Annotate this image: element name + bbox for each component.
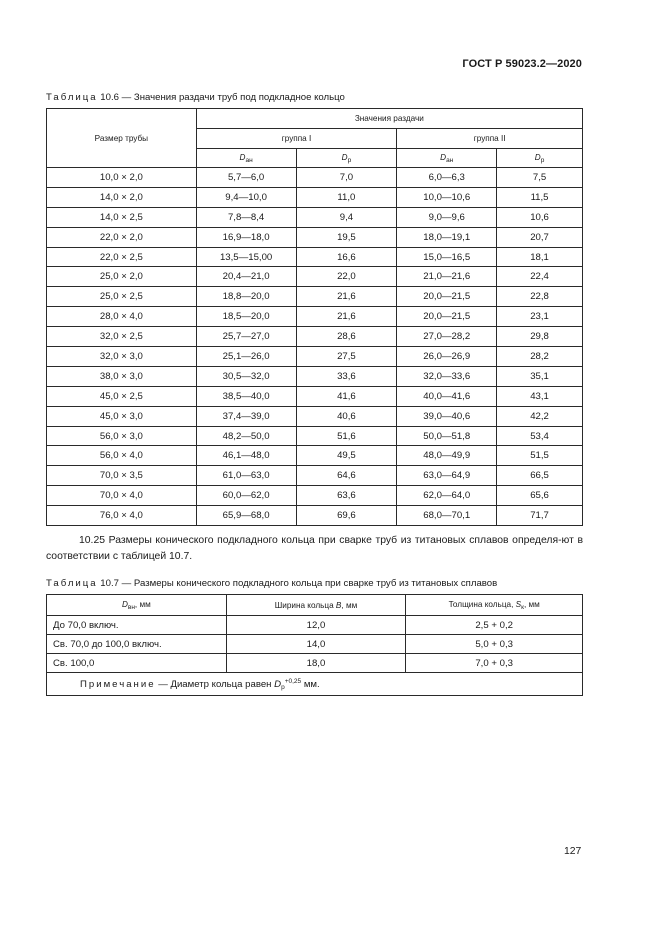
header-group-2: группа II	[397, 129, 583, 149]
table-cell: 70,0 × 3,5	[47, 466, 197, 486]
table-cell: 63,0—64,9	[397, 466, 497, 486]
symbol-d: D	[534, 152, 541, 162]
table1-caption-text: 10.6 — Значения раздачи труб под подкладное кольцо	[100, 92, 345, 103]
table-cell: 18,0—19,1	[397, 227, 497, 247]
table-row	[47, 426, 583, 446]
table-cell: 5,7—6,0	[196, 168, 296, 188]
table-cell: 68,0—70,1	[397, 506, 497, 526]
table-row	[47, 187, 583, 207]
table-cell: 11,5	[497, 187, 583, 207]
table-cell: 5,0 + 0,3	[406, 635, 583, 654]
table-cell: 7,0	[296, 168, 397, 188]
paragraph-10-25: 10.25 Размеры конического подкладного кольца при сварке труб из титановых сплавов определя-ют в соответствии с таблицей 10.7.	[46, 535, 583, 562]
table-cell: Св. 70,0 до 100,0 включ.	[47, 635, 227, 654]
table-row	[47, 267, 583, 287]
header-g2-dp	[497, 149, 583, 168]
table-cell: 9,4—10,0	[196, 187, 296, 207]
table2-caption-text: 10.7 — Размеры конического подкладного кольца при сварке труб из титановых сплавов	[100, 578, 498, 589]
table-row	[47, 486, 583, 506]
table-cell: 43,1	[497, 386, 583, 406]
table-cell: 11,0	[296, 187, 397, 207]
table-cell: 27,0—28,2	[397, 327, 497, 347]
table-row	[47, 366, 583, 386]
unit-mm: , мм	[523, 599, 540, 609]
table-cell: 18,0	[226, 654, 406, 673]
table-cell: 48,0—49,9	[397, 446, 497, 466]
table-cell: 70,0 × 4,0	[47, 486, 197, 506]
table-cell: 10,0 × 2,0	[47, 168, 197, 188]
table-cell: 20,0—21,5	[397, 287, 497, 307]
table-cell: 20,7	[497, 227, 583, 247]
table-row	[47, 386, 583, 406]
table-row	[47, 287, 583, 307]
table-cell: 28,6	[296, 327, 397, 347]
table-cell: 19,5	[296, 227, 397, 247]
table-cell: 76,0 × 4,0	[47, 506, 197, 526]
table-cell: 20,0—21,5	[397, 307, 497, 327]
table-cell: 9,0—9,6	[397, 207, 497, 227]
table-cell: 49,5	[296, 446, 397, 466]
unit-mm: , мм	[134, 599, 151, 609]
table-cell: 38,5—40,0	[196, 386, 296, 406]
table-cell: 62,0—64,0	[397, 486, 497, 506]
table-cell: 18,1	[497, 247, 583, 267]
table-cell: 56,0 × 4,0	[47, 446, 197, 466]
table-cell: До 70,0 включ.	[47, 616, 227, 635]
table-cell: 33,6	[296, 366, 397, 386]
table2-caption	[46, 578, 497, 589]
table-cell: 25,0 × 2,5	[47, 287, 197, 307]
table-cell: 10,0—10,6	[397, 187, 497, 207]
table-cell: 22,0 × 2,5	[47, 247, 197, 267]
table-row	[47, 616, 583, 635]
table-cell: 21,6	[296, 307, 397, 327]
table-10-6	[46, 108, 583, 526]
table-cell: 35,1	[497, 366, 583, 386]
table-row	[47, 446, 583, 466]
header-group-1: группа I	[196, 129, 397, 149]
subscript-an: ан	[446, 156, 454, 164]
table-cell: 53,4	[497, 426, 583, 446]
header-g1-dan	[196, 149, 296, 168]
table-cell: 37,4—39,0	[196, 406, 296, 426]
table-10-7	[46, 594, 583, 696]
note-end: мм.	[301, 678, 320, 690]
table-cell: 65,9—68,0	[196, 506, 296, 526]
table-cell: 61,0—63,0	[196, 466, 296, 486]
table-row	[47, 406, 583, 426]
table-cell: 6,0—6,3	[397, 168, 497, 188]
table-row	[47, 635, 583, 654]
table-cell: 40,0—41,6	[397, 386, 497, 406]
table-cell: 65,6	[497, 486, 583, 506]
thickness-label: Толщина кольца,	[448, 599, 516, 609]
table-cell: 64,6	[296, 466, 397, 486]
table-cell: 45,0 × 3,0	[47, 406, 197, 426]
subscript-p: р	[281, 683, 285, 691]
table-cell: 25,7—27,0	[196, 327, 296, 347]
table-cell: 71,7	[497, 506, 583, 526]
table-cell: 21,6	[296, 287, 397, 307]
header-g1-dp	[296, 149, 397, 168]
table2-body	[47, 616, 583, 673]
table1-caption-word: Таблица	[46, 92, 98, 103]
table-cell: 28,0 × 4,0	[47, 307, 197, 327]
standard-header: ГОСТ Р 59023.2—2020	[462, 58, 582, 70]
table-cell: 42,2	[497, 406, 583, 426]
table-cell: 51,6	[296, 426, 397, 446]
superscript-tolerance: +0,25	[284, 677, 302, 685]
symbol-d: D	[341, 152, 348, 162]
table-row	[47, 168, 583, 188]
table-cell: 48,2—50,0	[196, 426, 296, 446]
table-cell: 29,8	[497, 327, 583, 347]
table-cell: 14,0 × 2,0	[47, 187, 197, 207]
symbol-s: S	[515, 599, 522, 609]
table1-caption	[46, 92, 345, 103]
header-ring-thickness	[406, 595, 583, 616]
table2-note	[47, 673, 583, 696]
table-row	[47, 466, 583, 486]
table2-caption-word: Таблица	[46, 578, 98, 589]
table-cell: 25,0 × 2,0	[47, 267, 197, 287]
table-cell: 63,6	[296, 486, 397, 506]
table-cell: 30,5—32,0	[196, 366, 296, 386]
table-cell: 22,0	[296, 267, 397, 287]
table-cell: 9,4	[296, 207, 397, 227]
table-cell: 14,0	[226, 635, 406, 654]
table-row	[47, 227, 583, 247]
table-cell: 40,6	[296, 406, 397, 426]
subscript-an: ан	[245, 156, 253, 164]
table-cell: 46,1—48,0	[196, 446, 296, 466]
table-cell: 66,5	[497, 466, 583, 486]
table-cell: 7,0 + 0,3	[406, 654, 583, 673]
table-cell: 20,4—21,0	[196, 267, 296, 287]
table-cell: 45,0 × 2,5	[47, 386, 197, 406]
table-cell: Св. 100,0	[47, 654, 227, 673]
unit-mm: , мм	[341, 600, 358, 610]
table-row	[47, 347, 583, 367]
table-cell: 7,5	[497, 168, 583, 188]
table-cell: 22,8	[497, 287, 583, 307]
table-cell: 22,4	[497, 267, 583, 287]
symbol-b: B	[335, 600, 342, 610]
table-cell: 14,0 × 2,5	[47, 207, 197, 227]
header-inner-diameter	[47, 595, 227, 616]
table-cell: 10,6	[497, 207, 583, 227]
table-cell: 50,0—51,8	[397, 426, 497, 446]
table-cell: 32,0 × 3,0	[47, 347, 197, 367]
table-cell: 13,5—15,00	[196, 247, 296, 267]
note-word: Примечание	[80, 678, 156, 690]
table-cell: 69,6	[296, 506, 397, 526]
table-cell: 56,0 × 3,0	[47, 426, 197, 446]
table1-body	[47, 168, 583, 526]
table-cell: 41,6	[296, 386, 397, 406]
symbol-d: D	[239, 152, 246, 162]
table-cell: 21,0—21,6	[397, 267, 497, 287]
table-row	[47, 506, 583, 526]
page-number: 127	[564, 846, 582, 857]
table-cell: 2,5 + 0,2	[406, 616, 583, 635]
symbol-d: D	[274, 678, 282, 690]
width-label: Ширина кольца	[274, 600, 336, 610]
table-cell: 18,8—20,0	[196, 287, 296, 307]
table-row	[47, 307, 583, 327]
table-cell: 60,0—62,0	[196, 486, 296, 506]
subscript-k: к	[521, 603, 524, 611]
table-cell: 28,2	[497, 347, 583, 367]
symbol-d: D	[121, 599, 128, 609]
table-row	[47, 247, 583, 267]
header-g2-dan	[397, 149, 497, 168]
table-row	[47, 327, 583, 347]
symbol-d: D	[440, 152, 447, 162]
table-cell: 38,0 × 3,0	[47, 366, 197, 386]
table-cell: 26,0—26,9	[397, 347, 497, 367]
header-expansion-values: Значения раздачи	[196, 109, 582, 129]
table-cell: 27,5	[296, 347, 397, 367]
table-row	[47, 207, 583, 227]
table-cell: 39,0—40,6	[397, 406, 497, 426]
table-cell: 7,8—8,4	[196, 207, 296, 227]
note-text: — Диаметр кольца равен	[155, 678, 275, 690]
header-pipe-size: Размер трубы	[47, 109, 197, 168]
table-cell: 22,0 × 2,0	[47, 227, 197, 247]
table-cell: 32,0—33,6	[397, 366, 497, 386]
table-cell: 16,9—18,0	[196, 227, 296, 247]
header-ring-width	[226, 595, 406, 616]
table-cell: 12,0	[226, 616, 406, 635]
subscript-vn: вн	[127, 603, 135, 611]
table-cell: 32,0 × 2,5	[47, 327, 197, 347]
table-cell: 15,0—16,5	[397, 247, 497, 267]
table-cell: 16,6	[296, 247, 397, 267]
subscript-p: р	[347, 156, 352, 164]
table-cell: 18,5—20,0	[196, 307, 296, 327]
table-row	[47, 654, 583, 673]
table-cell: 51,5	[497, 446, 583, 466]
table-cell: 25,1—26,0	[196, 347, 296, 367]
subscript-p: р	[540, 156, 545, 164]
table-cell: 23,1	[497, 307, 583, 327]
